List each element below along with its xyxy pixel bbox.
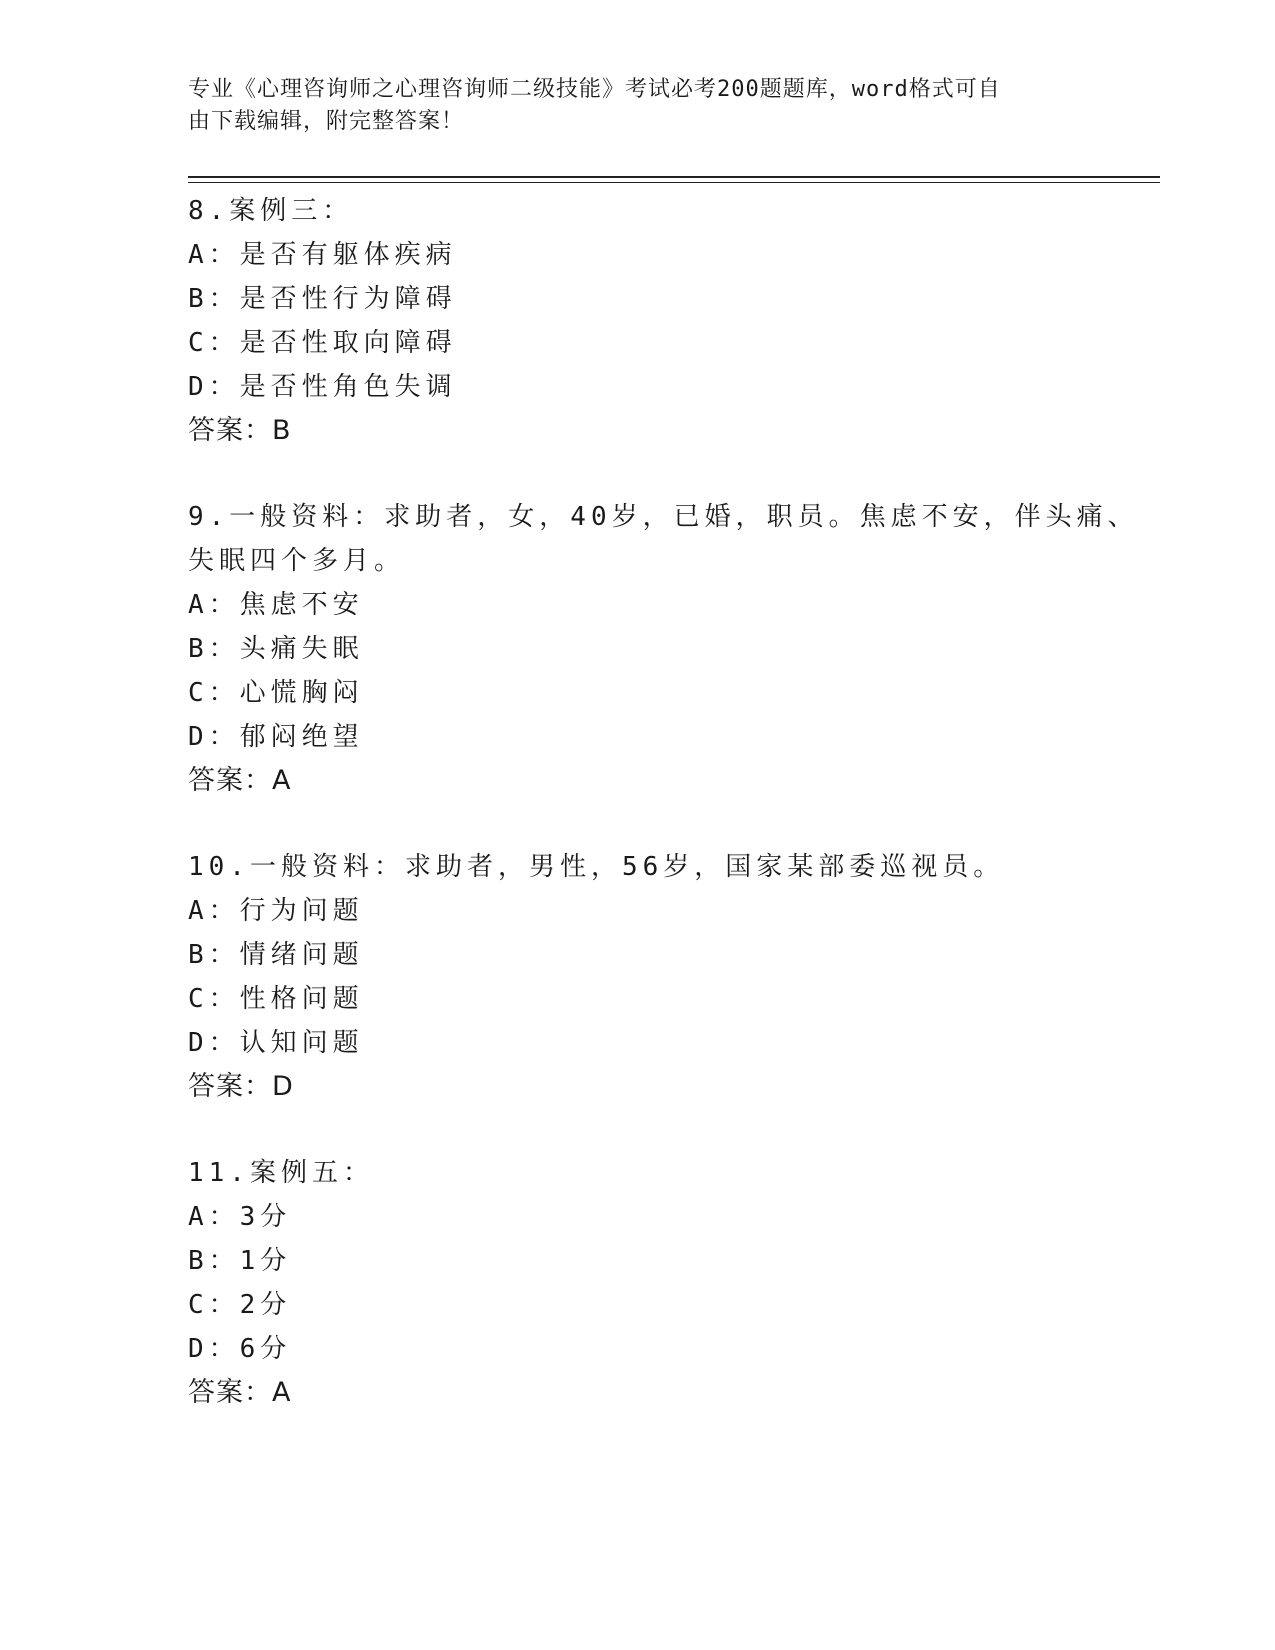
option-c: C：性格问题 (188, 984, 364, 1014)
option-c: C：心慌胸闷 (188, 678, 364, 708)
question-stem-continued: 失眠四个多月。 (188, 546, 406, 576)
option-a: A：3分 (188, 1202, 292, 1232)
option-d: D：是否性角色失调 (188, 372, 457, 402)
option-c: C：是否性取向障碍 (188, 328, 457, 358)
option-b: B：1分 (188, 1246, 292, 1276)
question-stem: 9.一般资料：求助者，女，40岁，已婚，职员。焦虑不安，伴头痛、 (188, 502, 1139, 532)
option-d: D：郁闷绝望 (188, 722, 364, 752)
question-stem: 10.一般资料：求助者，男性，56岁，国家某部委巡视员。 (188, 852, 1005, 882)
answer-line: 答案：A (188, 765, 292, 796)
option-a: A：行为问题 (188, 896, 364, 926)
option-b: B：是否性行为障碍 (188, 284, 457, 314)
header-line-2: 由下载编辑，附完整答案！ (188, 109, 465, 134)
header-divider-thin (188, 182, 1160, 183)
header-divider-thick (188, 176, 1160, 178)
answer-line: 答案：D (188, 1071, 294, 1102)
option-a: A：焦虑不安 (188, 590, 364, 620)
option-d: D：6分 (188, 1334, 292, 1364)
question-stem: 11.案例五： (188, 1158, 374, 1188)
document-header (188, 74, 1088, 138)
header-line-1: 专业《心理咨询师之心理咨询师二级技能》考试必考200题题库，word格式可自 (188, 77, 1001, 102)
answer-line: 答案：A (188, 1377, 292, 1408)
option-c: C：2分 (188, 1290, 292, 1320)
option-a: A：是否有躯体疾病 (188, 240, 457, 270)
option-b: B：情绪问题 (188, 940, 364, 970)
option-d: D：认知问题 (188, 1028, 364, 1058)
option-b: B：头痛失眠 (188, 634, 364, 664)
answer-line: 答案：B (188, 415, 292, 446)
question-stem: 8.案例三： (188, 196, 354, 226)
